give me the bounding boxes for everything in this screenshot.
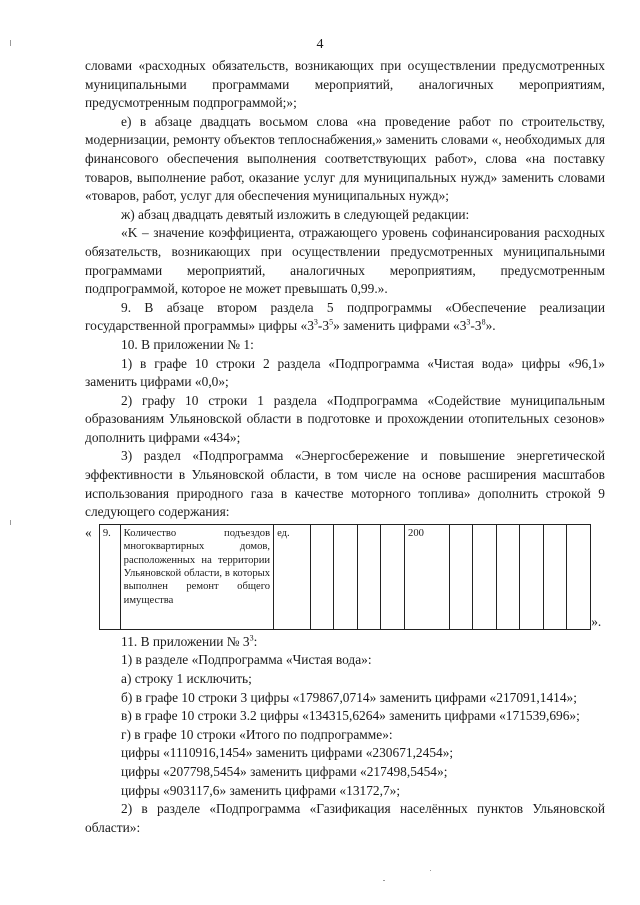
superscript: 3 (466, 317, 471, 327)
paragraph-10: 10. В приложении № 1: (121, 336, 254, 352)
table-cell-empty (543, 524, 567, 629)
superscript: 3 (249, 633, 254, 643)
paragraph-11-1-v: в) в графе 10 строки 3.2 цифры «134315,6264» заменить цифрами «171539,696»; (121, 708, 580, 724)
table-cell-empty (520, 524, 544, 629)
paragraph-9-text-b: -3 (317, 318, 330, 334)
superscript: 3 (313, 317, 318, 327)
table-cell-empty (381, 524, 405, 629)
paragraph-11-1-a: а) строку 1 исключить; (121, 671, 252, 687)
paragraph-10-3: 3) раздел «Подпрограмма «Энергосбережение и повышение энергетической эффективности в Ульяновской области, в том числе на основе расширения масштабов использования природного газа в качестве моторного топлива» дополнить строкой 9 следующего содержания: (85, 448, 605, 520)
table-cell-empty (473, 524, 497, 629)
close-quote: ». (591, 614, 602, 630)
paragraph: словами «расходных обязательств, возникающих при осуществлении предусмотренных муниципальными программами мероприятий, аналогичных мероприятиям, предусмотренным подпрограммой;»; (85, 58, 605, 111)
table-cell-empty (310, 524, 334, 629)
open-quote: « (85, 524, 92, 540)
table-cell-empty (334, 524, 358, 629)
paragraph-11-text-a: 11. В приложении № 3 (121, 633, 250, 649)
paragraph-10-1: 1) в графе 10 строки 2 раздела «Подпрограмма «Чистая вода» цифры «96,1» заменить цифрами «0,0»; (85, 355, 605, 390)
paragraph-9-text-c: » заменить цифрами «3 (333, 318, 467, 334)
table-row (99, 524, 590, 629)
inserted-table-row (85, 524, 605, 630)
page-number: 4 (316, 37, 324, 52)
superscript: 5 (329, 317, 334, 327)
scan-speck (10, 520, 11, 525)
superscript: 8 (481, 317, 486, 327)
paragraph-figures-2: цифры «207798,5454» заменить цифрами «217498,5454»; (121, 764, 448, 779)
table (99, 524, 591, 630)
table-cell-empty (357, 524, 381, 629)
scan-speck (10, 40, 11, 46)
table-cell-empty (449, 524, 473, 629)
table-cell-unit: ед. (274, 524, 311, 629)
paragraph-11 (85, 633, 605, 652)
paragraph-11-1: 1) в разделе «Подпрограмма «Чистая вода»: (121, 652, 372, 668)
paragraph-e: е) в абзаце двадцать восьмом слова «на проведение работ по строительству, модернизации, ремонту объектов теплоснабжения,» заменить словами «, необходимых для финансового обеспечения выполнения соответствующих работ», слова «на поставку товаров, выполнение работ, оказание услуг для муниципальных нужд» заменить словами «товаров, работ, услуг для обеспечения муниципальных нужд»; (85, 113, 605, 204)
paragraph-10-2: 2) графу 10 строки 1 раздела «Подпрограмма «Содействие муниципальным образованиям Ульяновской области в подготовке и прохождении отопительных сезонов» дополнить цифрами «434»; (85, 392, 605, 445)
paragraph-figures-3: цифры «903117,6» заменить цифрами «13172,7»; (121, 782, 401, 798)
document-body (85, 57, 605, 837)
table-cell-number: 9. (99, 524, 120, 629)
scan-speck (383, 880, 385, 881)
paragraph-zh: ж) абзац двадцать девятый изложить в следующей редакции: (121, 206, 470, 222)
paragraph-9 (85, 299, 605, 336)
table-cell-description: Количество подъездов многоквартирных домов, расположенных на территории Ульяновской области, в которых выполнен ремонт общего имущества (120, 524, 273, 629)
paragraph-11-2: 2) в разделе «Подпрограмма «Газификация населённых пунктов Ульяновской области»: (85, 801, 605, 835)
scan-speck (430, 870, 431, 871)
paragraph-k-definition: «K – значение коэффициента, отражающего уровень софинансирования расходных обязательств, возникающих при осуществлении предусмотренных муниципальными программами мероприятий, аналогичных мероприятиям, предусмотренным подпрограммой, которое не может превышать 0,99.». (85, 225, 605, 297)
paragraph-figures-1: цифры «1110916,1454» заменить цифрами «230671,2454»; (121, 745, 454, 761)
table-cell-empty (496, 524, 520, 629)
paragraph-11-1-g: г) в графе 10 строки «Итого по подпрограмме»: (121, 726, 393, 742)
paragraph-11-1-b: б) в графе 10 строки 3 цифры «179867,0714» заменить цифрами «217091,1414»; (121, 689, 577, 705)
paragraph-9-text-a: 9. В абзаце втором раздела 5 подпрограммы «Обеспечение реализации государственной программы» цифры «3 (85, 299, 605, 334)
table-cell-empty (567, 524, 591, 629)
paragraph-9-text-e: ». (485, 318, 496, 334)
paragraph-11-text-b: : (253, 633, 258, 649)
paragraph-9-text-d: -3 (470, 318, 482, 334)
table-cell-value: 200 (405, 524, 449, 629)
